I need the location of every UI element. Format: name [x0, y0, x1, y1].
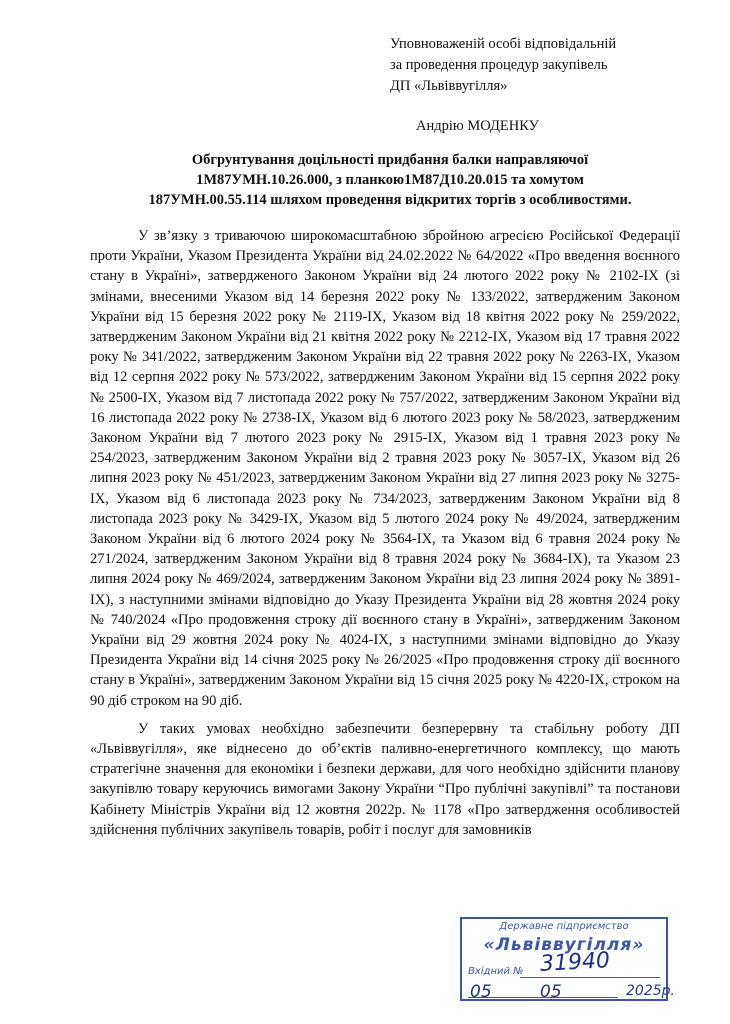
body-paragraph-2: У таких умовах необхідно забезпечити безперервну та стабільну роботу ДП «Львіввугілля», яке віднесено до об’єктів паливно-енергетичного комплексу, що мають стратегічне значення для економіки і безпеки держави, для чого необхідно здійснити планову закупівлю товару керуючись вимогами Закону України “Про публічні закупівлі” та постанови Кабінету Міністрів України від 12 жовтня 2022р. № 1178 «Про затвердження особливостей здійснення публічних закупівель товарів, робіт і послуг для замовників — [90, 720, 680, 838]
document-title — [90, 150, 690, 210]
title-line-1: Обгрунтування доцільності придбання балки направляючої — [191, 152, 589, 168]
addressee-line-3: ДП «Львіввугілля» — [390, 78, 508, 94]
title-line-2: 1М87УМН.10.26.000, з планкою1М87Д10.20.015 та хомутом — [196, 172, 584, 188]
stamp-org: Державне підприємство — [499, 921, 629, 932]
addressee-line-2: за проведення процедур закупівель — [390, 57, 608, 73]
handwritten-reg-number: 31940 — [539, 948, 611, 977]
document-body — [90, 226, 680, 840]
stamp-reg-line — [520, 977, 660, 978]
stamp-name: «Львіввугілля» — [483, 935, 645, 955]
handwritten-date-month: 05 — [540, 982, 562, 1002]
addressee-name: Андрію МОДЕНКУ — [416, 118, 539, 134]
stamp-reg-label: Вхідний № — [468, 966, 524, 977]
body-paragraph-1: У зв’язку з триваючою широкомасштабною збройною агресією Російської Федерації проти України, Указом Президента України від 24.02.2022 № 64/2022 «Про введення воєнного стану в Україні», затвердженого Законом України від 24 лютого 2022 року № 2102-IX (зі змінами, внесеними Указом від 14 березня 2022 року № 133/2022, затвердженим Законом України від 15 березня 2022 року № 2119-IX, Указом від 18 квітня 2022 року № 259/2022, затвердженим Законом України від 21 квітня 2022 року № 2212-IX, Указом від 17 травня 2022 року № 341/2022, затвердженим Законом України від 22 травня 2022 року № 2263-IX, Указом від 12 серпня 2022 року № 573/2022, затвердженим Законом України від 15 серпня 2022 року № 2500-IX, Указом від 7 листопада 2022 року № 757/2022, затвердженим Законом України від 16 листопада 2022 року № 2738-IX, Указом від 6 лютого 2023 року № 58/2023, затвердженим Законом України від 7 лютого 2023 року № 2915-IX, Указом від 1 травня 2023 року № 254/2023, затвердженим Законом України від 2 травня 2023 року № 3057-IX, Указом від 26 липня 2023 року № 451/2023, затвердженим Законом України від 27 липня 2023 року № 3275-IX, Указом від 6 листопада 2023 року № 734/2023, затвердженим Законом України від 8 листопада 2023 року № 3429-IX, Указом від 5 лютого 2024 року № 49/2024, затвердженим Законом України від 6 лютого 2024 року № 3564-IX, та Указом від 6 травня 2024 року № 271/2024, затвердженим Законом України від 8 травня 2024 року № 3684-IX), та Указом 23 липня 2024 року № 469/2024, затвердженим Законом України від 23 липня 2024 року № 3891-IX), з наступними змінами відповідно до Указу Президента України від 28 жовтня 2024 року № 740/2024 «Про продовження строку дії воєнного стану в Україні», затвердженим Законом України від 29 жовтня 2024 року № 4024-IX, з наступними змінами відповідно до Указу Президента України від 14 січня 2025 року № 26/2025 «Про продовження строку дії воєнного стану в Україні», затвердженим Законом України від 15 січня 2025 року № 4220-IX, строком на 90 діб строком на 90 діб. — [90, 228, 680, 709]
stamp-year: 2025р. — [626, 983, 675, 999]
title-line-3: 187УМН.00.55.114 шляхом проведення відкритих торгів з особливостями. — [148, 192, 632, 208]
addressee-line-1: Уповноваженій особі відповідальній — [390, 36, 617, 52]
handwritten-date-day: 05 — [470, 982, 492, 1002]
addressee-block — [390, 34, 616, 137]
